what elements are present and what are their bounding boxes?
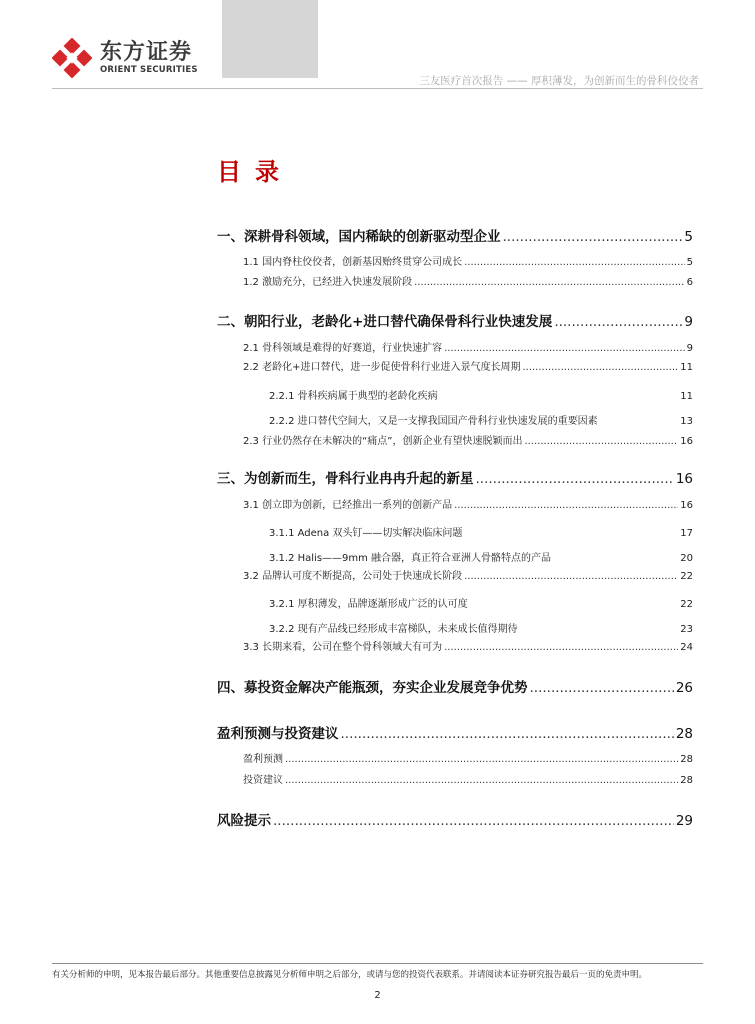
toc-dot-leader <box>341 726 674 742</box>
toc-entry[interactable] <box>217 620 693 635</box>
toc-entry-page: 5 <box>684 229 693 245</box>
toc-entry-page: 28 <box>675 726 693 742</box>
page-number: 2 <box>374 990 381 1001</box>
toc-dot-leader <box>503 229 683 245</box>
toc-entry[interactable] <box>217 750 693 765</box>
toc-entry-page: 13 <box>680 416 693 427</box>
toc-entry[interactable] <box>217 253 693 268</box>
logo-mark-icon <box>52 38 92 78</box>
toc-entry[interactable] <box>217 387 693 402</box>
toc-entry-label: 3.2.2 现有产品线已经形成丰富梯队，未来成长值得期待 <box>269 624 518 635</box>
toc-entry[interactable] <box>217 339 693 354</box>
toc-entry-label: 四、募投资金解决产能瓶颈，夯实企业发展竞争优势 <box>217 680 528 696</box>
toc-dot-leader <box>530 680 674 696</box>
toc-entry-label: 2.2.2 进口替代空间大，又是一支撑我国国产骨科行业快速发展的重要因素 <box>269 416 598 427</box>
footer-divider <box>52 963 703 964</box>
toc-entry-page: 28 <box>680 754 693 765</box>
toc-entry-label: 3.1 创立即为创新，已经推出一系列的创新产品 <box>243 500 453 511</box>
toc-entry-page: 20 <box>680 553 693 564</box>
toc-dot-leader <box>476 471 674 487</box>
toc-entry[interactable] <box>217 524 693 539</box>
toc-entry-label: 三、为创新而生，骨科行业冉冉升起的新星 <box>217 471 474 487</box>
toc-dot-leader <box>454 500 678 511</box>
toc-entry-label: 二、朝阳行业，老龄化+进口替代确保骨科行业快速发展 <box>217 314 553 330</box>
logo-english-text: ORIENT SECURITIES <box>100 64 198 75</box>
toc-entry[interactable] <box>217 567 693 582</box>
header-decor-block <box>222 0 318 78</box>
toc-dot-leader <box>285 775 678 786</box>
toc-entry-page: 17 <box>680 528 693 539</box>
toc-entry[interactable] <box>217 595 693 610</box>
toc-dot-leader <box>464 257 685 268</box>
toc-entry[interactable] <box>217 358 693 373</box>
toc-entry[interactable] <box>217 549 693 564</box>
toc-entry-page: 22 <box>680 571 693 582</box>
toc-entry-page: 16 <box>675 471 693 487</box>
toc-entry-page: 11 <box>680 362 693 373</box>
toc-entry-label: 2.2 老龄化+进口替代，进一步促使骨科行业进入景气度长周期 <box>243 362 521 373</box>
toc-entry[interactable] <box>217 638 693 653</box>
toc-entry-label: 盈利预测 <box>243 754 283 765</box>
toc-dot-leader <box>554 314 682 330</box>
toc-entry[interactable] <box>217 225 693 245</box>
toc-entry-page: 22 <box>680 599 693 610</box>
toc-entry-label: 3.2 品牌认可度不断提高，公司处于快速成长阶段 <box>243 571 463 582</box>
toc-entry[interactable] <box>217 496 693 511</box>
toc-entry-label: 1.1 国内脊柱佼佼者，创新基因贻终贯穿公司成长 <box>243 257 463 268</box>
toc-entry-page: 9 <box>684 314 693 330</box>
toc-entry-label: 一、深耕骨科领域，国内稀缺的创新驱动型企业 <box>217 229 501 245</box>
toc-entry[interactable] <box>217 273 693 288</box>
toc-dot-leader <box>464 571 678 582</box>
toc-entry-label: 1.2 激励充分，已经进入快速发展阶段 <box>243 277 413 288</box>
toc-entry[interactable] <box>217 432 693 447</box>
header-divider <box>52 88 703 89</box>
toc-entry-page: 16 <box>680 500 693 511</box>
toc-dot-leader <box>522 362 678 373</box>
toc-entry[interactable] <box>217 809 693 829</box>
toc-dot-leader <box>414 277 685 288</box>
toc-dot-leader <box>444 343 685 354</box>
logo-chinese-text: 东方证券 <box>100 39 193 65</box>
toc-entry-label: 3.1.2 Halis——9mm 融合器，真正符合亚洲人骨骼特点的产品 <box>269 553 552 564</box>
toc-entry-label: 3.2.1 厚积薄发，品牌逐渐形成广泛的认可度 <box>269 599 468 610</box>
toc-dot-leader <box>524 436 678 447</box>
toc-title: 目录 <box>217 158 293 186</box>
toc-entry[interactable] <box>217 310 693 330</box>
toc-entry-label: 2.1 骨科领域是难得的好赛道，行业快速扩容 <box>243 343 443 354</box>
toc-entry-page: 29 <box>675 813 693 829</box>
toc-entry-page: 24 <box>680 642 693 653</box>
toc-dot-leader <box>285 754 678 765</box>
toc-entry[interactable] <box>217 467 693 487</box>
toc-entry[interactable] <box>217 412 693 427</box>
toc-entry-label: 3.3 长期来看，公司在整个骨科领域大有可为 <box>243 642 443 653</box>
toc-entry-label: 投资建议 <box>243 775 283 786</box>
toc-dot-leader <box>273 813 674 829</box>
toc-entry-label: 2.3 行业仍然存在未解决的“痛点”，创新企业有望快速脱颖而出 <box>243 436 523 447</box>
toc-entry-label: 3.1.1 Adena 双头钉——切实解决临床问题 <box>269 528 463 539</box>
toc-entry-label: 盈利预测与投资建议 <box>217 726 339 742</box>
toc-entry-page: 23 <box>680 624 693 635</box>
toc-entry-page: 9 <box>686 343 693 354</box>
toc-entry[interactable] <box>217 722 693 742</box>
toc-entry-page: 16 <box>680 436 693 447</box>
toc-entry[interactable] <box>217 676 693 696</box>
toc-entry-label: 风险提示 <box>217 813 271 829</box>
report-header-title: 三友医疗首次报告 —— 厚积薄发，为创新而生的骨科佼佼者 <box>419 75 699 87</box>
toc-entry-label: 2.2.1 骨科疾病属于典型的老龄化疾病 <box>269 391 438 402</box>
toc-entry-page: 5 <box>686 257 693 268</box>
toc-dot-leader <box>444 642 678 653</box>
toc-entry-page: 26 <box>675 680 693 696</box>
toc-entry[interactable] <box>217 771 693 786</box>
toc-entry-page: 11 <box>680 391 693 402</box>
toc-entry-page: 6 <box>686 277 693 288</box>
toc-entry-page: 28 <box>680 775 693 786</box>
orient-securities-logo <box>52 38 198 78</box>
footer-disclaimer: 有关分析师的申明，见本报告最后部分。其他重要信息披露见分析师申明之后部分，或请与您的投资代表联系。并请阅读本证券研究报告最后一页的免责申明。 <box>52 970 648 980</box>
